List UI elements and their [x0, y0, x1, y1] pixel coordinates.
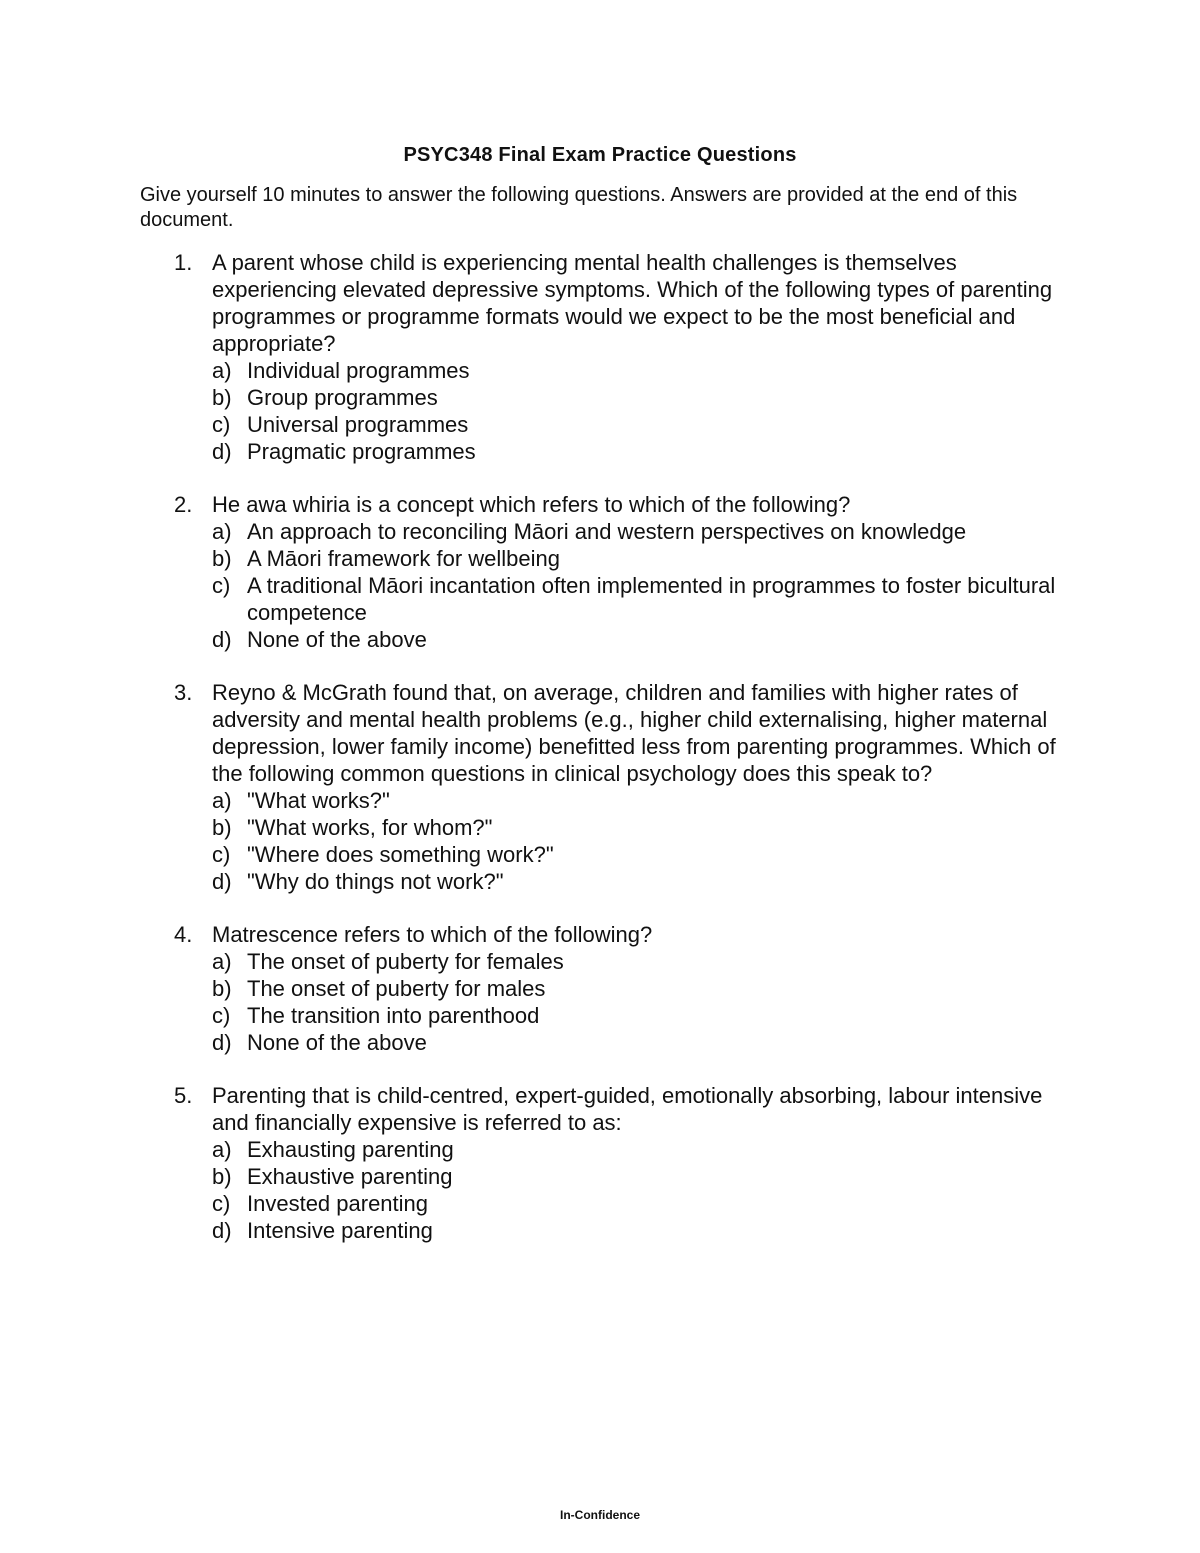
- option-letter: b): [212, 815, 232, 840]
- option-item: [212, 1002, 1060, 1029]
- option-text: The transition into parenthood: [247, 1003, 540, 1028]
- question-text: A parent whose child is experiencing mental health challenges is themselves experiencing elevated depressive symptoms. Which of the following types of parenting programmes or programme formats would we expect to be the most beneficial and appropriate?: [212, 250, 1053, 356]
- option-item: [212, 1136, 1060, 1163]
- option-letter: b): [212, 1164, 232, 1189]
- option-item: [212, 572, 1060, 626]
- option-letter: c): [212, 842, 231, 867]
- option-letter: a): [212, 519, 232, 544]
- option-text: "What works?": [247, 788, 390, 813]
- option-letter: d): [212, 869, 232, 894]
- option-letter: d): [212, 1030, 232, 1055]
- option-item: [212, 411, 1060, 438]
- page-title: PSYC348 Final Exam Practice Questions: [403, 144, 797, 166]
- option-letter: a): [212, 358, 232, 383]
- option-item: [212, 1029, 1060, 1056]
- option-list: [212, 1136, 1060, 1244]
- option-text: Invested parenting: [247, 1191, 429, 1216]
- option-item: [212, 868, 1060, 895]
- option-list: [212, 787, 1060, 895]
- option-item: [212, 1190, 1060, 1217]
- option-item: [212, 814, 1060, 841]
- option-letter: c): [212, 573, 231, 598]
- question-number: 3.: [174, 680, 193, 705]
- question-text: Matrescence refers to which of the following?: [212, 922, 653, 947]
- option-letter: b): [212, 976, 232, 1001]
- question-number: 1.: [174, 250, 193, 275]
- question-text: Parenting that is child-centred, expert-guided, emotionally absorbing, labour intensive and financially expensive is referred to as:: [212, 1083, 1043, 1135]
- option-letter: d): [212, 439, 232, 464]
- option-letter: d): [212, 1218, 232, 1243]
- question-text: Reyno & McGrath found that, on average, children and families with higher rates of adversity and mental health problems (e.g., higher child externalising, higher maternal depression, lower family income) benefitted less from parenting programmes. Which of the following common questions in clinical psychology does this speak to?: [212, 680, 1056, 786]
- question-list: [140, 249, 1060, 1270]
- option-item: [212, 518, 1060, 545]
- question-item: [140, 921, 1060, 1056]
- option-text: "What works, for whom?": [247, 815, 493, 840]
- option-list: [212, 518, 1060, 653]
- option-letter: d): [212, 627, 232, 652]
- option-letter: c): [212, 412, 231, 437]
- question-number: 5.: [174, 1083, 193, 1108]
- option-text: Group programmes: [247, 385, 438, 410]
- question-number: 2.: [174, 492, 193, 517]
- option-item: [212, 357, 1060, 384]
- option-text: An approach to reconciling Māori and western perspectives on knowledge: [247, 519, 967, 544]
- intro-paragraph: Give yourself 10 minutes to answer the following questions. Answers are provided at the end of this document.: [140, 184, 1018, 231]
- footer-classification: In-Confidence: [560, 1508, 640, 1522]
- option-text: The onset of puberty for females: [247, 949, 564, 974]
- option-text: "Why do things not work?": [247, 869, 504, 894]
- option-text: None of the above: [247, 1030, 427, 1055]
- option-item: [212, 438, 1060, 465]
- option-text: "Where does something work?": [247, 842, 554, 867]
- option-item: [212, 384, 1060, 411]
- question-number: 4.: [174, 922, 193, 947]
- option-item: [212, 787, 1060, 814]
- option-item: [212, 626, 1060, 653]
- option-text: A traditional Māori incantation often implemented in programmes to foster bicultural competence: [247, 573, 1056, 625]
- option-list: [212, 357, 1060, 465]
- option-letter: a): [212, 949, 232, 974]
- question-item: [140, 249, 1060, 465]
- option-text: Intensive parenting: [247, 1218, 433, 1243]
- option-letter: c): [212, 1003, 231, 1028]
- question-text: He awa whiria is a concept which refers to which of the following?: [212, 492, 851, 517]
- option-text: The onset of puberty for males: [247, 976, 546, 1001]
- option-text: Universal programmes: [247, 412, 469, 437]
- option-text: A Māori framework for wellbeing: [247, 546, 561, 571]
- option-text: Exhaustive parenting: [247, 1164, 453, 1189]
- option-text: Exhausting parenting: [247, 1137, 454, 1162]
- option-item: [212, 948, 1060, 975]
- option-item: [212, 545, 1060, 572]
- option-text: Pragmatic programmes: [247, 439, 476, 464]
- question-item: [140, 679, 1060, 895]
- option-letter: b): [212, 546, 232, 571]
- option-item: [212, 1217, 1060, 1244]
- option-text: None of the above: [247, 627, 427, 652]
- option-text: Individual programmes: [247, 358, 470, 383]
- option-letter: a): [212, 788, 232, 813]
- option-item: [212, 1163, 1060, 1190]
- option-letter: b): [212, 385, 232, 410]
- option-item: [212, 975, 1060, 1002]
- question-item: [140, 1082, 1060, 1244]
- option-list: [212, 948, 1060, 1056]
- option-item: [212, 841, 1060, 868]
- option-letter: c): [212, 1191, 231, 1216]
- question-item: [140, 491, 1060, 653]
- option-letter: a): [212, 1137, 232, 1162]
